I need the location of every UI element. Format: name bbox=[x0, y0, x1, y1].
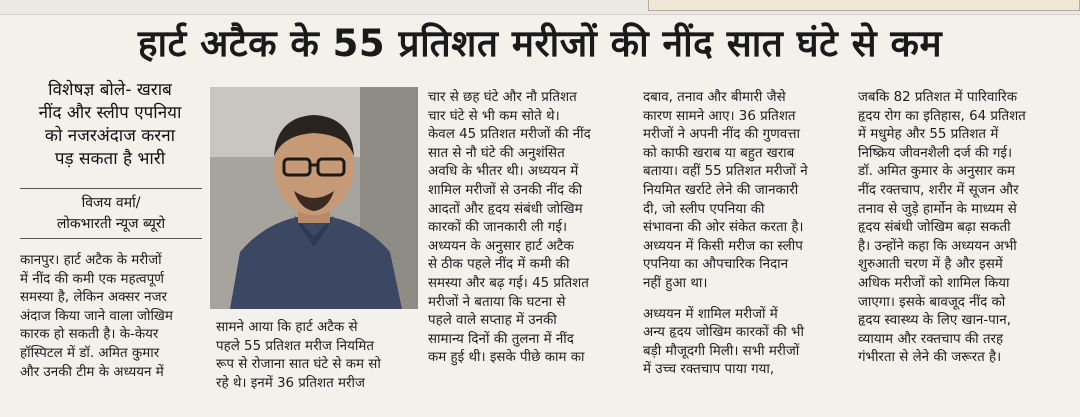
article-line: समस्या और बढ़ गई। 45 प्रतिशत bbox=[428, 275, 589, 291]
article-line: बड़ी मौजूदगी मिली। सभी मरीजों bbox=[643, 343, 800, 359]
article-line: हृदय संबंधी जोखिम बढ़ा सकती bbox=[858, 220, 1011, 236]
deck-line: विशेषज्ञ बोले- खराब bbox=[48, 80, 172, 100]
article-line: है। उन्होंने कहा कि अध्ययन अभी bbox=[858, 238, 1017, 254]
article-line: अन्य हृदय जोखिम कारकों की भी bbox=[643, 325, 804, 341]
article-line: हॉस्पिटल में डॉ. अमित कुमार bbox=[20, 345, 160, 361]
deck-line: पड़ सकता है भारी bbox=[54, 149, 166, 169]
article-line: डॉ. अमित कुमार के अनुसार कम bbox=[858, 164, 1015, 180]
article-line: केवल 45 प्रतिशत मरीजों की नींद bbox=[428, 127, 591, 143]
article-column-3 bbox=[428, 89, 628, 368]
article-line: से ठीक पहले नींद में कमी की bbox=[428, 257, 570, 273]
article-line: अधिक मरीजों को शामिल किया bbox=[858, 275, 1010, 291]
deck-line: को नजरअंदाज करना bbox=[44, 126, 176, 146]
article-line: सात से नौ घंटे की अनुशंसित bbox=[428, 145, 565, 161]
article-line: दबाव, तनाव और बीमारी जैसे bbox=[643, 90, 786, 105]
article-column-2 bbox=[216, 319, 416, 393]
article-line: में उच्च रक्तचाप पाया गया, bbox=[643, 362, 775, 378]
article-line: शुरुआती चरण में है और इसमें bbox=[858, 257, 1003, 273]
paragraph-gap bbox=[643, 294, 841, 306]
article-line: जाएगा। इसके बावजूद नींद को bbox=[858, 294, 1006, 310]
article-line: चार घंटे से भी कम सोते थे। bbox=[428, 108, 560, 124]
article-line: कारण सामने आए। 36 प्रतिशत bbox=[643, 108, 796, 124]
article-line: को काफी खराब या बहुत खराब bbox=[643, 145, 795, 161]
article-line: हृदय रोग का इतिहास, 64 प्रतिशत bbox=[858, 108, 1026, 124]
article-line: कानपुर। हार्ट अटैक के मरीजों bbox=[20, 253, 162, 268]
byline-author: विजय वर्मा/ bbox=[81, 195, 141, 211]
article-line: अवधि के भीतर थी। अध्ययन में bbox=[428, 164, 579, 180]
byline-bureau: लोकभारती न्यूज ब्यूरो bbox=[56, 216, 166, 232]
article-line: मरीजों ने अपनी नींद की गुणवत्ता bbox=[643, 127, 800, 143]
byline bbox=[20, 193, 202, 235]
article-line: नहीं हुआ था। bbox=[643, 275, 708, 291]
article-line: बताया। वहीं 55 प्रतिशत मरीजों ने bbox=[643, 164, 808, 180]
adjacent-photo-edge bbox=[648, 0, 1080, 11]
article-line: मरीजों ने बताया कि घटना से bbox=[428, 294, 566, 310]
portrait-illustration bbox=[210, 87, 418, 309]
article-line: संभावना की ओर संकेत करता है। bbox=[643, 220, 804, 236]
article-line: गंभीरता से लेने की जरूरत है। bbox=[858, 350, 1002, 366]
divider-rule bbox=[20, 238, 202, 239]
article-line: में मधुमेह और 55 प्रतिशत में bbox=[858, 127, 999, 143]
article-column-4 bbox=[643, 89, 841, 380]
deck-line: नींद और स्लीप एपनिया bbox=[38, 103, 182, 123]
article-line: नींद रक्तचाप, शरीर में सूजन और bbox=[858, 182, 1019, 198]
article-line: एपनिया का औपचारिक निदान bbox=[643, 257, 789, 273]
article-column-1 bbox=[20, 252, 206, 382]
article-column-5 bbox=[858, 89, 1058, 368]
article-line: अंदाज किया जाने वाला जोखिम bbox=[20, 308, 173, 324]
author-photo bbox=[210, 87, 418, 309]
article-line: पहले 55 प्रतिशत मरीज नियमित bbox=[216, 338, 374, 354]
headline: हार्ट अटैक के 55 प्रतिशत मरीजों की नींद सात घंटे से कम bbox=[137, 22, 943, 65]
deck-subheading bbox=[20, 79, 200, 171]
article-line: आदतों और हृदय संबंधी जोखिम bbox=[428, 201, 583, 217]
article-line: जबकि 82 प्रतिशत में पारिवारिक bbox=[858, 90, 1018, 105]
article-line: व्यायाम और रक्तचाप की तरह bbox=[858, 331, 1004, 347]
article-line: समस्या है, लेकिन अक्सर नजर bbox=[20, 290, 167, 306]
article-line: कारक हो सकती है। के-केयर bbox=[20, 327, 159, 343]
article-line: में नींद की कमी एक महत्वपूर्ण bbox=[20, 271, 164, 287]
article-line: और उनकी टीम के अध्ययन में bbox=[20, 364, 164, 380]
article-line: तनाव से जुड़े हार्मोन के माध्यम से bbox=[858, 201, 1017, 217]
article-line: रूप से रोजाना सात घंटे से कम सो bbox=[216, 357, 381, 373]
article-line: नियमित खर्राटे लेने की जानकारी bbox=[643, 182, 799, 198]
article-line: अध्ययन में शामिल मरीजों में bbox=[643, 306, 778, 322]
article-line: चार से छह घंटे और नौ प्रतिशत bbox=[428, 90, 577, 105]
article-line: शामिल मरीजों से उनकी नींद की bbox=[428, 182, 583, 198]
article-line: अध्ययन में किसी मरीज का स्लीप bbox=[643, 238, 803, 254]
article-line: निष्क्रिय जीवनशैली दर्ज की गई। bbox=[858, 145, 1013, 161]
article-line: हृदय स्वास्थ्य के लिए खान-पान, bbox=[858, 313, 1011, 329]
article-line: सामान्य दिनों की तुलना में नींद bbox=[428, 331, 574, 347]
article-line: दी, जो स्लीप एपनिया की bbox=[643, 201, 765, 217]
article-line: कम हुई थी। इसके पीछे काम का bbox=[428, 350, 585, 366]
article-line: रहे थे। इनमें 36 प्रतिशत मरीज bbox=[216, 375, 365, 391]
divider-rule bbox=[20, 188, 202, 189]
article-line: कारकों की जानकारी ली गई। bbox=[428, 220, 568, 236]
article-line: पहले वाले सप्ताह में उनकी bbox=[428, 313, 557, 329]
article-line: अध्ययन के अनुसार हार्ट अटैक bbox=[428, 238, 574, 254]
top-cropped-strip bbox=[0, 0, 1080, 15]
article-line: सामने आया कि हार्ट अटैक से bbox=[216, 320, 358, 335]
